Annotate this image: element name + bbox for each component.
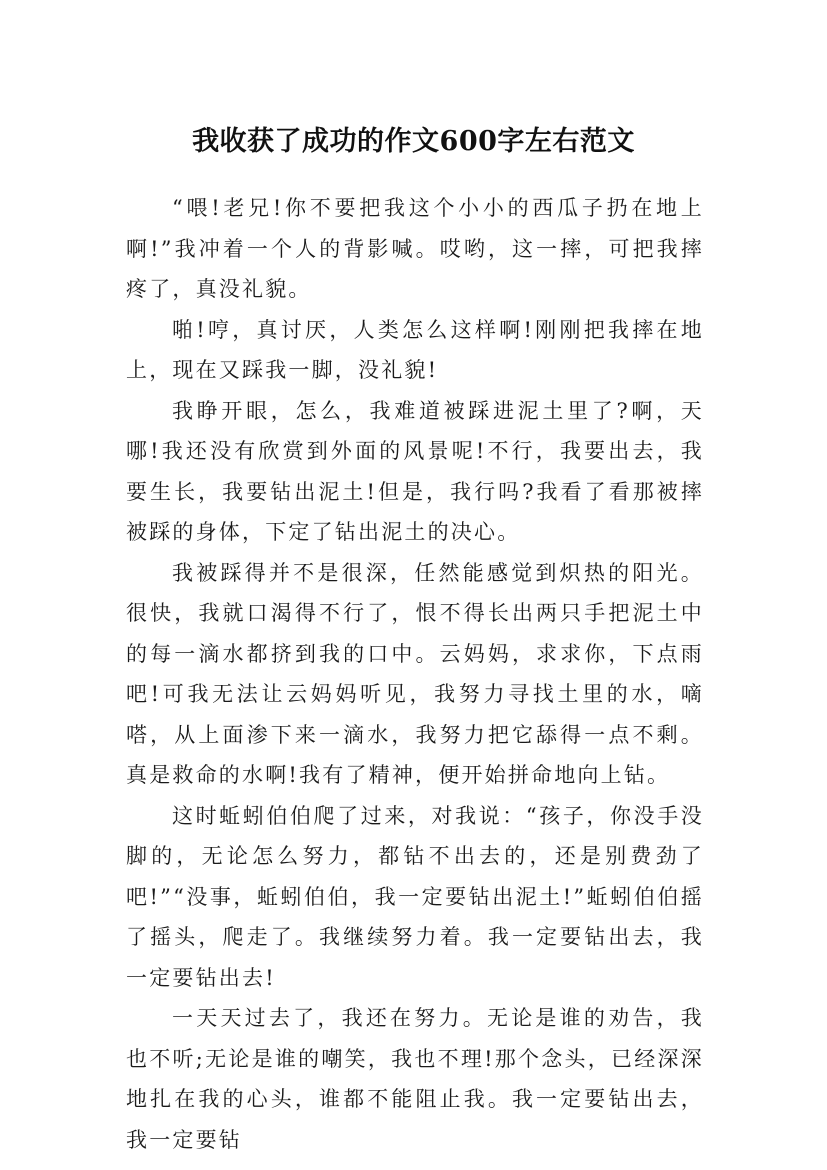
paragraph: 一天天过去了，我还在努力。无论是谁的劝告，我也不听;无论是谁的嘲笑，我也不理!那个念头，已经深深地扎在我的心头，谁都不能阻止我。我一定要钻出去，我一定要钻 bbox=[126, 1006, 704, 1152]
paragraph: 这时蚯蚓伯伯爬了过来，对我说：“孩子，你没手没脚的，无论怎么努力，都钻不出去的，还是别费劲了吧!”“没事，蚯蚓伯伯，我一定要钻出泥土!”蚯蚓伯伯摇了摇头，爬走了。我继续努力着。我一定要钻出去，我一定要钻出去! bbox=[126, 803, 704, 990]
paragraph: 我睁开眼，怎么，我难道被踩进泥土里了?啊，天哪!我还没有欣赏到外面的风景呢!不行，我要出去，我要生长，我要钻出泥土!但是，我行吗?我看了看那被摔被踩的身体，下定了钻出泥土的决心。 bbox=[126, 398, 704, 544]
paragraph: “喂!老兄!你不要把我这个小小的西瓜子扔在地上啊!”我冲着一个人的背影喊。哎哟，这一摔，可把我摔疼了，真没礼貌。 bbox=[126, 196, 704, 301]
paragraph: 啪!哼，真讨厌，人类怎么这样啊!刚刚把我摔在地上，现在又踩我一脚，没礼貌! bbox=[126, 317, 704, 382]
page-title: 我收获了成功的作文600字左右范文 bbox=[192, 126, 635, 158]
paragraph: 我被踩得并不是很深，任然能感觉到炽热的阳光。很快，我就口渴得不行了，恨不得长出两只手把泥土中的每一滴水都挤到我的口中。云妈妈，求求你，下点雨吧!可我无法让云妈妈听见，我努力寻找土里的水，嘀嗒，从上面渗下来一滴水，我努力把它舔得一点不剩。真是救命的水啊!我有了精神，便开始拼命地向上钻。 bbox=[126, 560, 704, 787]
article-body bbox=[126, 188, 704, 1160]
